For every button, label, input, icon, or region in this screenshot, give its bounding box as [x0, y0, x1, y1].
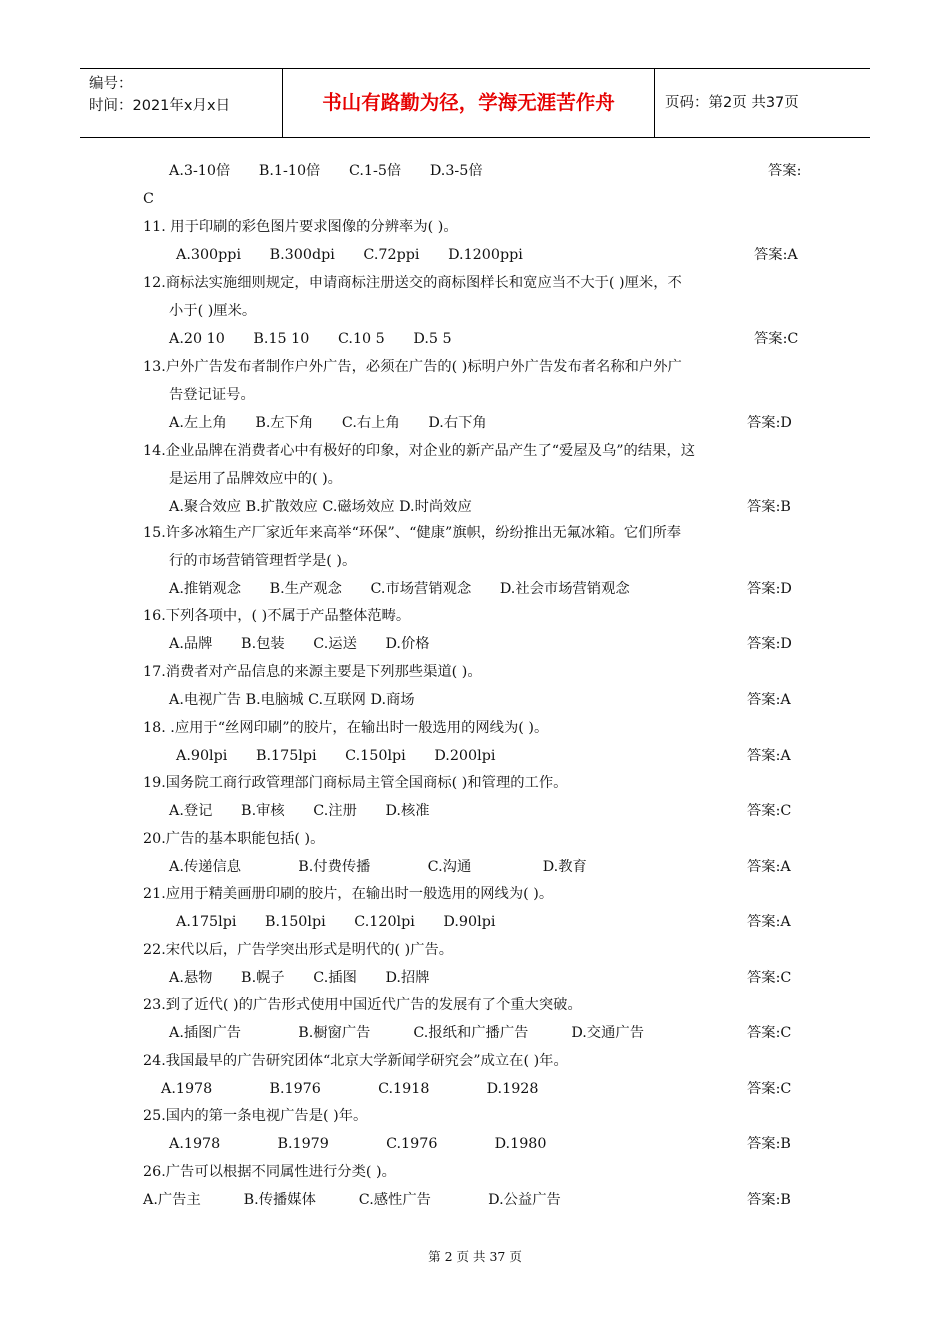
- question-21: 21.应用于精美画册印刷的胶片，在输出时一般选用的网线为( )。: [143, 886, 554, 902]
- options-16: A.品牌 B.包装 C.运送 D.价格: [169, 636, 430, 652]
- question-26: 26.广告可以根据不同属性进行分类( )。: [143, 1164, 396, 1180]
- question-25: 25.国内的第一条电视广告是( )年。: [143, 1108, 368, 1124]
- answer-22: 答案:C: [747, 970, 792, 986]
- answer-12: 答案:C: [754, 331, 799, 347]
- options-19: A.登记 B.审核 C.注册 D.核准: [169, 803, 430, 819]
- answer-18: 答案:A: [747, 748, 791, 764]
- question-23: 23.到了近代( )的广告形式使用中国近代广告的发展有了个重大突破。: [143, 997, 582, 1013]
- question-18: 18. .应用于“丝网印刷”的胶片，在输出时一般选用的网线为( )。: [143, 720, 549, 736]
- options-11: A.300ppi B.300dpi C.72ppi D.1200ppi: [176, 247, 523, 263]
- question-14-cont: 是运用了品牌效应中的( )。: [169, 471, 342, 487]
- options-17: A.电视广告 B.电脑城 C.互联网 D.商场: [169, 692, 415, 708]
- question-12-cont: 小于( )厘米。: [169, 303, 257, 319]
- options-25: A.1978 B.1979 C.1976 D.1980: [169, 1136, 547, 1152]
- options-22: A.悬物 B.幌子 C.插图 D.招牌: [169, 970, 430, 986]
- question-12: 12.商标法实施细则规定，申请商标注册送交的商标图样长和宽应当不大于( )厘米，不: [143, 275, 682, 291]
- question-22: 22.宋代以后，广告学突出形式是明代的( )广告。: [143, 942, 454, 958]
- options-24: A.1978 B.1976 C.1918 D.1928: [161, 1081, 539, 1097]
- page-footer: 第 2 页 共 37 页: [428, 1249, 522, 1264]
- answer-20: 答案:A: [747, 859, 791, 875]
- answer-21: 答案:A: [747, 914, 791, 930]
- question-17: 17.消费者对产品信息的来源主要是下列那些渠道( )。: [143, 664, 482, 680]
- answer-26: 答案:B: [747, 1192, 791, 1208]
- answer-16: 答案:D: [747, 636, 792, 652]
- doc-date: 时间：2021年x月x日: [89, 98, 231, 114]
- options-20: A.传递信息 B.付费传播 C.沟通 D.教育: [169, 859, 587, 875]
- header-motto: 书山有路勤为径，学海无涯苦作舟: [283, 69, 655, 137]
- header-page-info: 页码：第2页 共37页: [665, 95, 799, 111]
- question-15: 15.许多冰箱生产厂家近年来高举“环保”、“健康”旗帜，纷纷推出无氟冰箱。它们所奉: [143, 525, 682, 541]
- question-16: 16.下列各项中，( )不属于产品整体范畴。: [143, 608, 411, 624]
- question-14: 14.企业品牌在消费者心中有极好的印象，对企业的新产品产生了“爱屋及乌”的结果，这: [143, 443, 696, 459]
- options-14: A.聚合效应 B.扩散效应 C.磁场效应 D.时尚效应: [169, 499, 472, 515]
- answer-14: 答案:B: [747, 499, 791, 515]
- options-12: A.20 10 B.15 10 C.10 5 D.5 5: [169, 331, 452, 347]
- answer-25: 答案:B: [747, 1136, 791, 1152]
- options-18: A.90lpi B.175lpi C.150lpi D.200lpi: [176, 748, 496, 764]
- answer-13: 答案:D: [747, 415, 792, 431]
- answer-15: 答案:D: [747, 581, 792, 597]
- answer-continuation: C: [143, 191, 154, 207]
- question-13-cont: 告登记证号。: [169, 387, 255, 403]
- question-13: 13.户外广告发布者制作户外广告，必须在广告的( )标明户外广告发布者名称和户外广: [143, 359, 682, 375]
- question-15-cont: 行的市场营销管理哲学是( )。: [169, 553, 357, 569]
- options-26: A.广告主 B.传播媒体 C.感性广告 D.公益广告: [143, 1192, 561, 1208]
- question-24: 24.我国最早的广告研究团体“北京大学新闻学研究会”成立在( )年。: [143, 1053, 568, 1069]
- question-11: 11. 用于印刷的彩色图片要求图像的分辨率为( )。: [143, 219, 458, 235]
- question-19: 19.国务院工商行政管理部门商标局主管全国商标( )和管理的工作。: [143, 775, 568, 791]
- answer-24: 答案:C: [747, 1081, 792, 1097]
- answer-23: 答案:C: [747, 1025, 792, 1041]
- options-15: A.推销观念 B.生产观念 C.市场营销观念 D.社会市场营销观念: [169, 581, 630, 597]
- options-13: A.左上角 B.左下角 C.右上角 D.右下角: [169, 415, 487, 431]
- page-header: [80, 68, 870, 138]
- question-20: 20.广告的基本职能包括( )。: [143, 831, 325, 847]
- answer-11: 答案:A: [754, 247, 798, 263]
- option-line: A.3-10倍 B.1-10倍 C.1-5倍 D.3-5倍: [169, 163, 483, 179]
- doc-number-label: 编号：: [89, 76, 133, 92]
- header-meta: [80, 69, 283, 137]
- answer-10: 答案:: [768, 163, 802, 179]
- options-21: A.175lpi B.150lpi C.120lpi D.90lpi: [176, 914, 496, 930]
- answer-19: 答案:C: [747, 803, 792, 819]
- answer-17: 答案:A: [747, 692, 791, 708]
- options-23: A.插图广告 B.橱窗广告 C.报纸和广播广告 D.交通广告: [169, 1025, 644, 1041]
